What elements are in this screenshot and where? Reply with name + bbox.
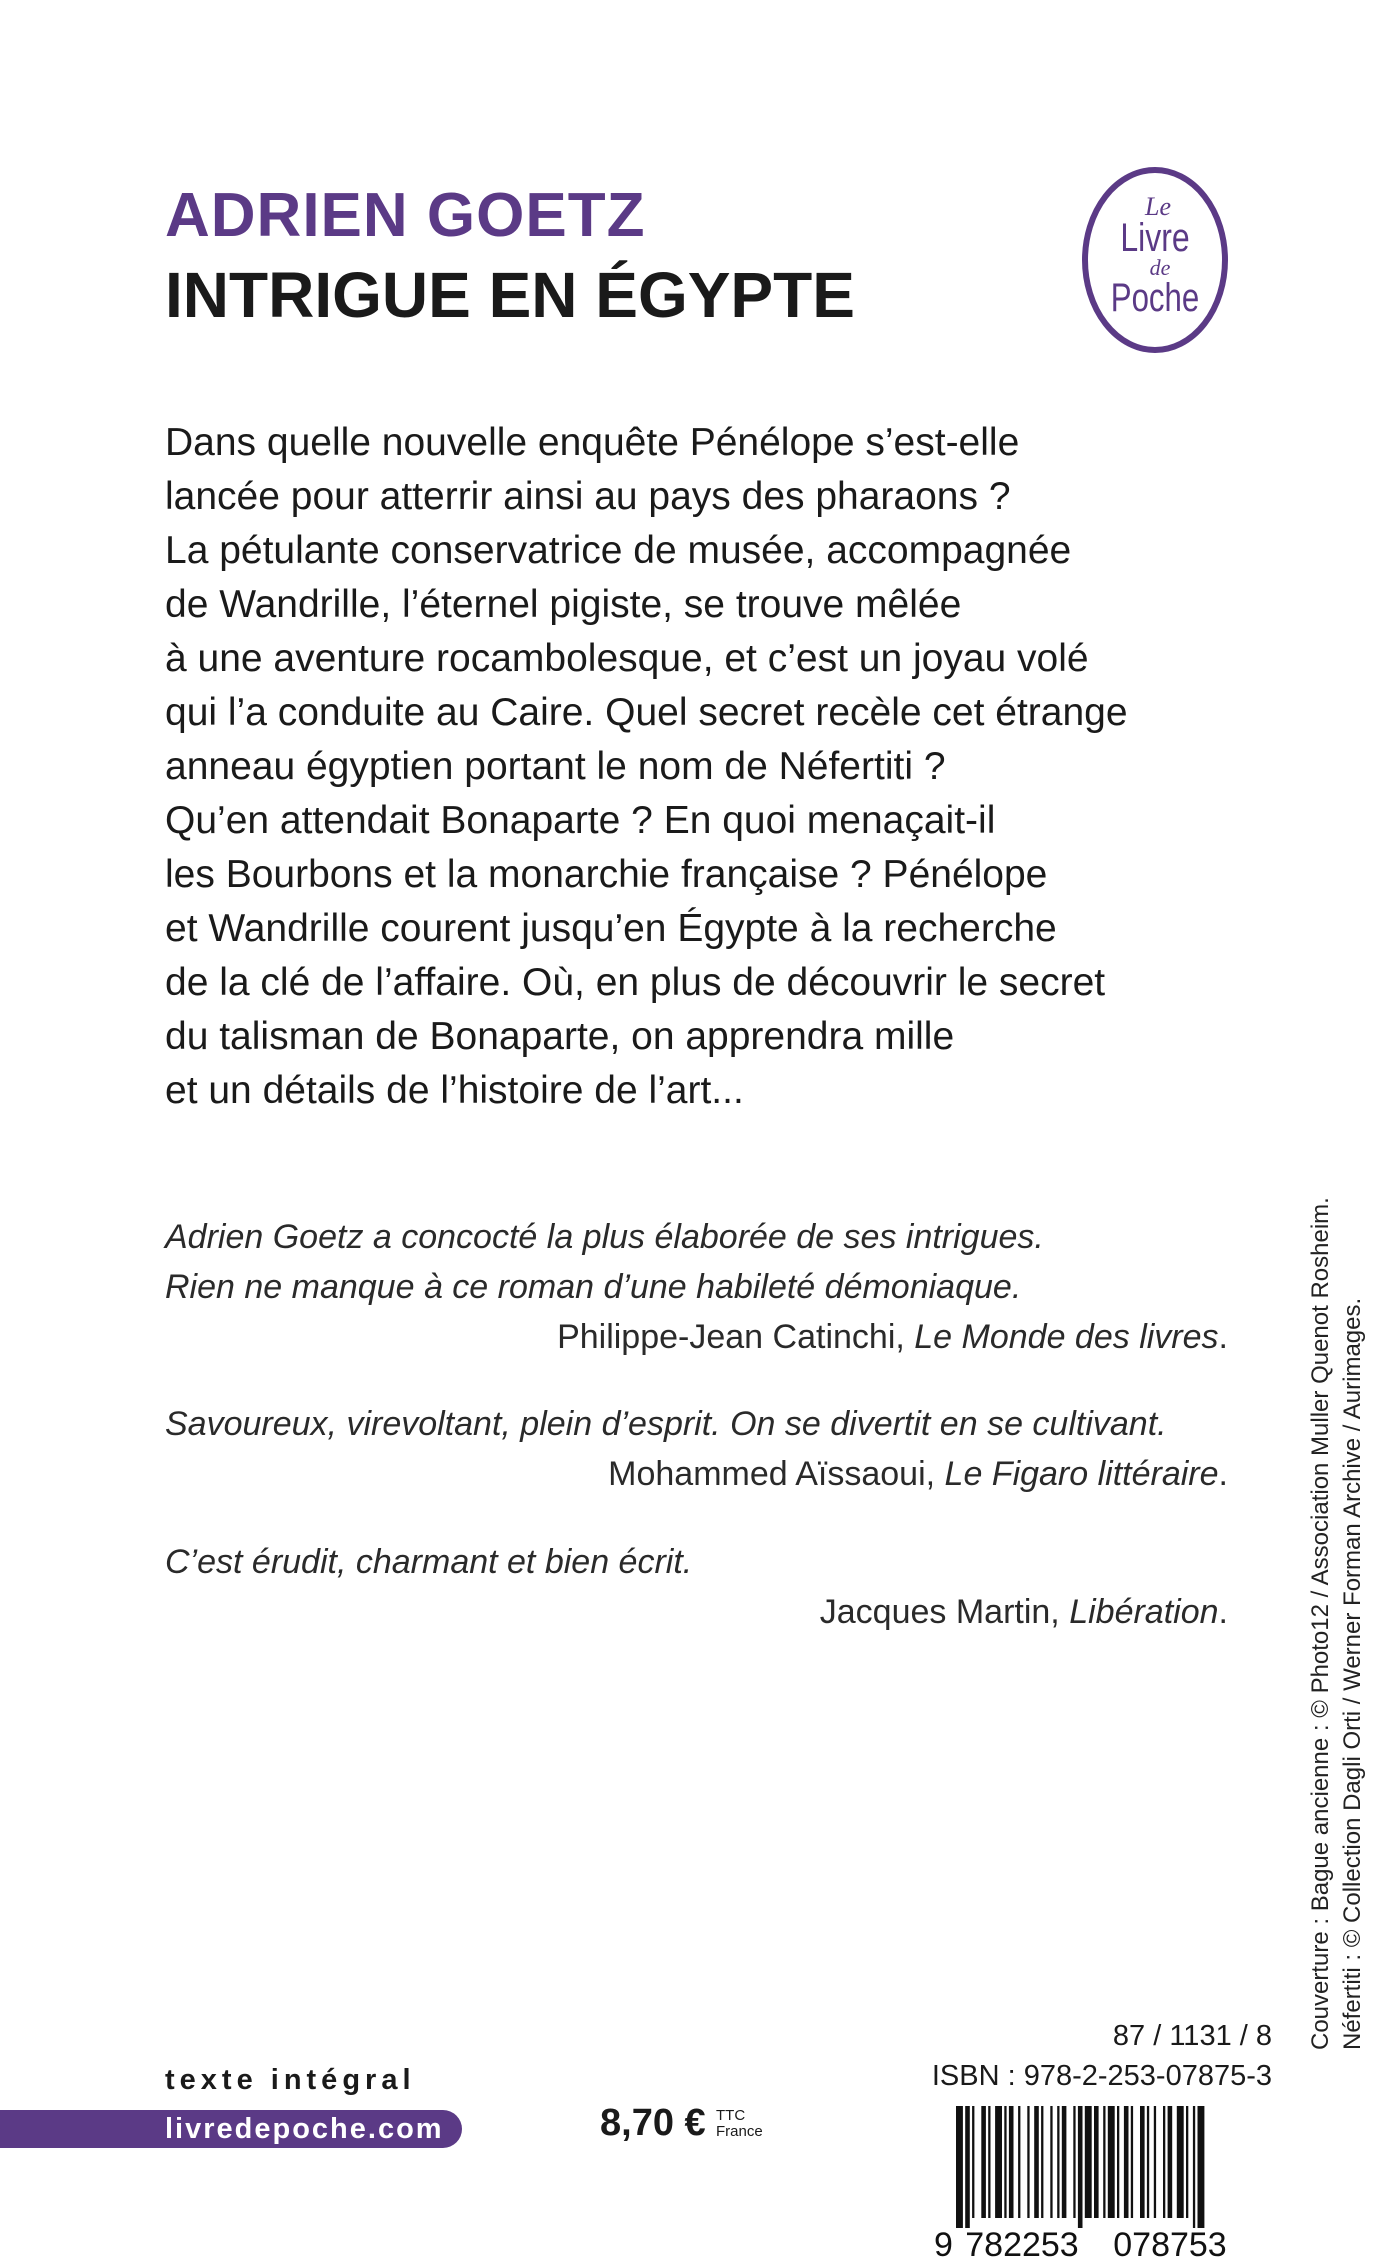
blurb-line: Dans quelle nouvelle enquête Pénélope s’est-elle [165, 421, 1020, 464]
texte-integral-label: texte intégral [165, 2064, 416, 2096]
barcode-bar [1131, 2106, 1133, 2218]
blurb [165, 416, 1245, 1118]
barcode-bar [1163, 2106, 1165, 2218]
barcode-bar [1057, 2106, 1059, 2218]
blurb-line: et un détails de l’histoire de l’art... [165, 1069, 744, 1112]
quote-2-attribution [608, 1455, 1228, 1494]
blurb-line: de Wandrille, l’éternel pigiste, se trouve mêlée [165, 583, 962, 626]
le-livre-de-poche-logo [1080, 165, 1230, 355]
barcode-bar [1062, 2106, 1067, 2218]
barcode-bar [1140, 2106, 1145, 2218]
barcode-bar [1108, 2106, 1115, 2218]
barcode-bar [995, 2106, 1002, 2218]
barcode-bar [1034, 2106, 1039, 2218]
barcode-bar [1073, 2106, 1075, 2218]
barcode-group-2: 078753 [1113, 2226, 1227, 2261]
barcode-bar [1124, 2106, 1129, 2218]
barcode-bar [1117, 2106, 1119, 2218]
barcode-bar [1198, 2106, 1205, 2228]
barcode-bar [1094, 2106, 1099, 2218]
photo-credits [1305, 1197, 1369, 2050]
blurb-line: Qu’en attendait Bonaparte ? En quoi menaçait-il [165, 799, 996, 842]
quote-3-source: Libération [1069, 1593, 1219, 1631]
quote-3-line-1: C’est érudit, charmant et bien écrit. [165, 1543, 693, 1581]
blurb-line: La pétulante conservatrice de musée, accompagnée [165, 529, 1072, 572]
blurb-line: et Wandrille courent jusqu’en Égypte à la recherche [165, 907, 1057, 950]
logo-text-de: de [1149, 255, 1171, 280]
price-tag-ttc: TTC [716, 2107, 746, 2124]
barcode-group-1: 782253 [965, 2226, 1079, 2261]
blurb-line: de la clé de l’affaire. Où, en plus de découvrir le secret [165, 961, 1106, 1004]
barcode-bar [1018, 2106, 1020, 2218]
catalog-code: 87 / 1131 / 8 [1112, 2020, 1272, 2052]
barcode-bar [972, 2106, 974, 2218]
barcode-bars [956, 2106, 1204, 2228]
barcode-bar [1103, 2106, 1105, 2218]
barcode-bar [1154, 2106, 1156, 2218]
barcode-digit-first: 9 [934, 2226, 953, 2261]
blurb-line: lancée pour atterrir ainsi au pays des pharaons ? [165, 475, 1011, 518]
blurb-line: anneau égyptien portant le nom de Néfertiti ? [165, 745, 946, 788]
book-title: INTRIGUE EN ÉGYPTE [165, 259, 855, 331]
quote-1-end: . [1218, 1318, 1228, 1356]
quote-3-critic: Jacques Martin, [819, 1593, 1070, 1631]
barcode-bar [965, 2106, 970, 2228]
barcode-bar [981, 2106, 986, 2218]
blurb-line: les Bourbons et la monarchie française ? Pénélope [165, 853, 1048, 896]
blurb-line: du talisman de Bonaparte, on apprendra mille [165, 1015, 955, 1058]
barcode-bar [1009, 2106, 1014, 2218]
quote-3-attribution [820, 1593, 1228, 1632]
barcode-bar [1147, 2106, 1149, 2218]
website-link[interactable]: livredepoche.com [165, 2113, 444, 2145]
barcode-bar [1041, 2106, 1043, 2218]
quote-1-line-1: Adrien Goetz a concocté la plus élaborée de ses intrigues. [165, 1218, 1044, 1256]
barcode-bar [1050, 2106, 1052, 2218]
isbn: ISBN : 978-2-253-07875-3 [931, 2060, 1272, 2092]
logo-text-poche: Poche [1110, 275, 1200, 320]
credits-line-1: Couverture : Bague ancienne : © Photo12 / Association Muller Quenot Rosheim. [1307, 1197, 1334, 2050]
quote-1-line-2: Rien ne manque à ce roman d’une habileté démoniaque. [165, 1268, 1022, 1306]
barcode-bar [956, 2106, 963, 2228]
barcode-bar [988, 2106, 990, 2218]
quote-3-end: . [1218, 1593, 1228, 1631]
author-name: ADRIEN GOETZ [165, 181, 646, 250]
barcode [930, 2106, 1270, 2261]
logo-text-livre: Livre [1120, 214, 1190, 260]
quote-2-critic: Mohammed Aïssaoui, [608, 1455, 945, 1493]
barcode-bar [1193, 2106, 1195, 2228]
barcode-bar [1027, 2106, 1029, 2218]
blurb-line: à une aventure rocambolesque, et c’est un joyau volé [165, 637, 1089, 680]
quote-1-critic: Philippe-Jean Catinchi, [557, 1318, 915, 1356]
quote-2-line-1: Savoureux, virevoltant, plein d’esprit. On se divertit en se cultivant. [165, 1405, 1167, 1443]
barcode-bar [1004, 2106, 1006, 2218]
blurb-line: qui l’a conduite au Caire. Quel secret recèle cet étrange [165, 691, 1128, 734]
logo-text-le: Le [1145, 192, 1171, 221]
credits-line-2: Néfertiti : © Collection Dagli Orti / Werner Forman Archive / Aurimages. [1339, 1297, 1366, 2050]
barcode-bar [1186, 2106, 1188, 2218]
quote-2-end: . [1218, 1455, 1228, 1493]
barcode-bar [1177, 2106, 1184, 2218]
quote-1-attribution [557, 1318, 1228, 1357]
barcode-bar [1168, 2106, 1173, 2218]
price-tag-france: France [716, 2123, 763, 2140]
price-tag [716, 2108, 763, 2140]
barcode-bar [1085, 2106, 1092, 2218]
barcode-bar [1078, 2106, 1083, 2228]
quote-1-source: Le Monde des livres [914, 1318, 1219, 1356]
price: 8,70 € [600, 2102, 706, 2144]
quote-2-source: Le Figaro littéraire [944, 1455, 1219, 1493]
